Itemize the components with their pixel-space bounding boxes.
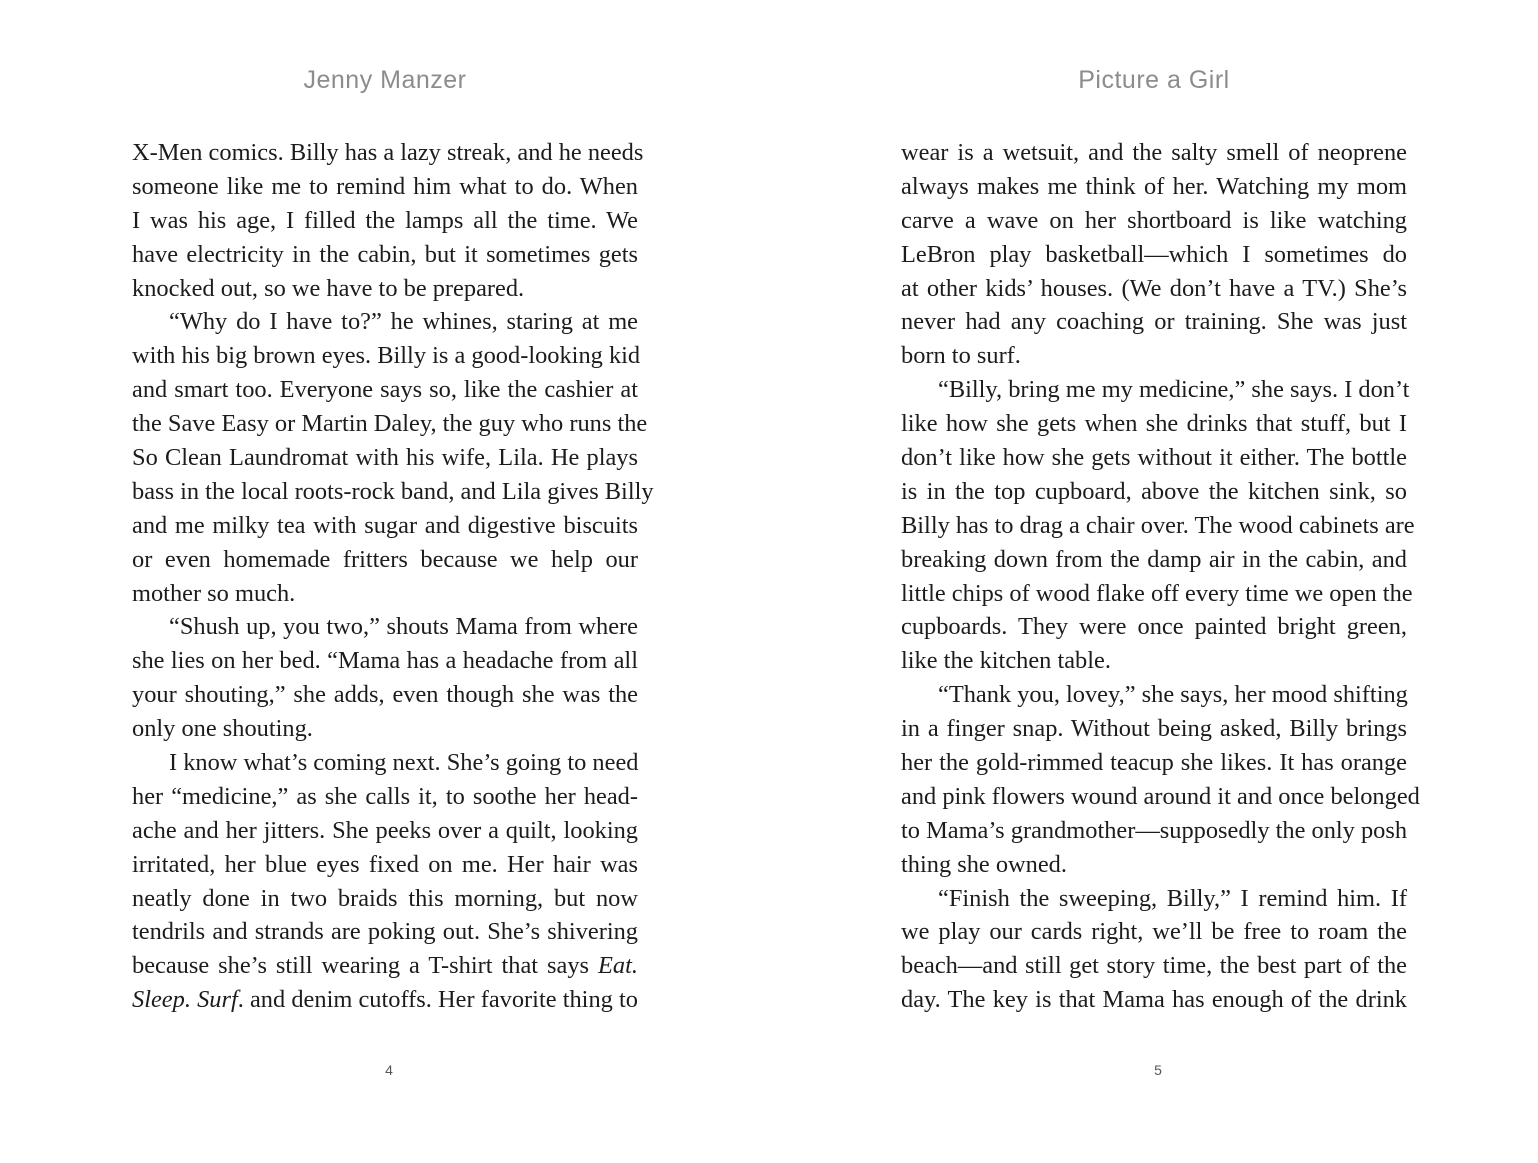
text-segment: “Finish the sweeping, Billy,” I remind him. If [938, 884, 1407, 912]
text-segment: cupboards. They were once painted bright green, [901, 613, 1407, 641]
text-line [132, 543, 638, 577]
text-line [901, 882, 1407, 916]
text-segment: I was his age, I filled the lamps all the time. We [132, 206, 638, 234]
text-line [901, 577, 1413, 611]
text-line [132, 882, 638, 916]
text-line [132, 949, 638, 983]
text-segment: breaking down from the damp air in the cabin, and [901, 545, 1407, 573]
text-segment: carve a wave on her shortboard is like watching [901, 206, 1407, 234]
text-line [132, 170, 638, 204]
text-segment: to Mama’s grandmother—supposedly the only posh [901, 816, 1408, 844]
text-segment: is in the top cupboard, above the kitchen sink, so [901, 477, 1407, 505]
text-segment: “Why do I have to?” he whines, staring at me [169, 308, 638, 336]
page-number: 5 [1154, 1062, 1162, 1078]
text-segment: mother so much. [132, 579, 296, 607]
text-segment: she lies on her bed. “Mama has a headache from all [132, 647, 638, 675]
text-segment: with his big brown eyes. Billy is a good-looking kid [132, 342, 641, 370]
text-segment: Billy has to drag a chair over. The wood cabinets are [901, 511, 1415, 539]
right-page [769, 0, 1538, 1163]
text-line [901, 509, 1415, 543]
text-line [901, 814, 1407, 848]
text-segment: because she’s still wearing a T-shirt that says [132, 952, 599, 980]
text-segment: little chips of wood flake off every time we open the [901, 579, 1413, 607]
text-segment: your shouting,” she adds, even though she was the [132, 681, 638, 709]
italic-text: Sleep. Surf [132, 986, 238, 1014]
text-segment: like the kitchen table. [901, 647, 1111, 675]
text-line [132, 305, 638, 339]
text-line [132, 712, 638, 746]
text-segment: have electricity in the cabin, but it sometimes gets [132, 240, 638, 268]
text-segment: irritated, her blue eyes fixed on me. Her hair was [132, 850, 638, 878]
text-segment: X-Men comics. Billy has a lazy streak, and he needs [132, 139, 644, 166]
text-line [132, 746, 638, 780]
running-head-author: Jenny Manzer [303, 66, 467, 94]
text-segment: ache and her jitters. She peeks over a quilt, looking [132, 816, 638, 844]
text-segment: bass in the local roots-rock band, and Lila gives Billy [132, 477, 654, 505]
text-line [901, 339, 1407, 373]
text-line [132, 848, 638, 882]
text-segment: “Thank you, lovey,” she says, her mood shifting [938, 681, 1408, 709]
text-segment: never had any coaching or training. She was just [901, 308, 1407, 336]
text-line [132, 814, 638, 848]
text-line [901, 170, 1407, 204]
text-line [132, 136, 644, 170]
text-line [132, 373, 638, 407]
running-head-title: Picture a Girl [1078, 66, 1230, 94]
text-segment: and pink flowers wound around it and once belonged [901, 782, 1420, 810]
text-segment: So Clean Laundromat with his wife, Lila. He plays [132, 444, 638, 472]
text-line [132, 441, 638, 475]
text-line [901, 983, 1407, 1017]
text-line [901, 475, 1407, 509]
text-segment: like how she gets when she drinks that stuff, but I [901, 410, 1407, 438]
text-segment: LeBron play basketball—which I sometimes do [901, 240, 1407, 268]
text-line [901, 407, 1407, 441]
text-line [901, 780, 1420, 814]
text-segment: the Save Easy or Martin Daley, the guy who runs the [132, 410, 648, 438]
text-line [901, 272, 1407, 306]
text-line [132, 339, 641, 373]
italic-text: Eat. [598, 952, 638, 980]
text-line [901, 441, 1407, 475]
text-segment: only one shouting. [132, 715, 313, 743]
text-line [901, 238, 1407, 272]
text-segment: born to surf. [901, 342, 1021, 370]
text-segment: beach—and still get story time, the best part of the [901, 952, 1407, 980]
text-segment: don’t like how she gets without it either. The bottle [901, 444, 1407, 472]
text-line [901, 136, 1407, 170]
text-segment: at other kids’ houses. (We don’t have a TV.) She’s [901, 274, 1407, 302]
text-line [132, 238, 638, 272]
text-segment: her the gold-rimmed teacup she likes. It has orange [901, 749, 1407, 777]
text-segment: and smart too. Everyone says so, like the cashier at [132, 376, 638, 404]
body-text [901, 136, 1420, 1017]
text-line [901, 373, 1410, 407]
text-line [132, 678, 638, 712]
text-line [901, 915, 1407, 949]
text-line [901, 949, 1407, 983]
text-line [132, 204, 638, 238]
text-segment: someone like me to remind him what to do. When [132, 172, 638, 200]
text-line [132, 780, 638, 814]
text-segment: neatly done in two braids this morning, but now [132, 884, 638, 912]
text-line [132, 509, 638, 543]
text-line [901, 305, 1407, 339]
text-line [901, 712, 1407, 746]
text-segment: we play our cards right, we’ll be free to roam the [901, 918, 1407, 946]
text-line [901, 610, 1407, 644]
text-segment: and me milky tea with sugar and digestive biscuits [132, 511, 638, 539]
text-segment: knocked out, so we have to be prepared. [132, 274, 525, 302]
text-segment: tendrils and strands are poking out. She’s shivering [132, 918, 638, 946]
text-segment: “Billy, bring me my medicine,” she says. I don’t [938, 376, 1410, 404]
text-line [901, 848, 1407, 882]
text-segment: wear is a wetsuit, and the salty smell of neoprene [901, 139, 1407, 166]
text-segment: thing she owned. [901, 850, 1067, 878]
text-line [901, 543, 1407, 577]
text-line [132, 915, 638, 949]
text-line [901, 644, 1407, 678]
text-line [901, 746, 1407, 780]
body-text [132, 136, 654, 1017]
text-segment: “Shush up, you two,” shouts Mama from where [169, 613, 638, 641]
page-number: 4 [385, 1062, 393, 1078]
text-segment: or even homemade fritters because we help our [132, 545, 638, 573]
text-line [132, 983, 638, 1017]
text-line [132, 272, 638, 306]
text-segment: her “medicine,” as she calls it, to soothe her head- [132, 782, 638, 810]
text-line [132, 610, 638, 644]
text-line [132, 475, 654, 509]
text-line [132, 644, 638, 678]
text-segment: in a finger snap. Without being asked, Billy brings [901, 715, 1407, 743]
text-segment: I know what’s coming next. She’s going to need [169, 749, 639, 777]
text-line [901, 678, 1407, 712]
text-line [132, 577, 638, 611]
text-segment: always makes me think of her. Watching my mom [901, 172, 1407, 200]
text-line [901, 204, 1407, 238]
text-segment: day. The key is that Mama has enough of the drink [901, 986, 1407, 1014]
text-line [132, 407, 648, 441]
text-segment: . and denim cutoffs. Her favorite thing to [237, 986, 638, 1014]
